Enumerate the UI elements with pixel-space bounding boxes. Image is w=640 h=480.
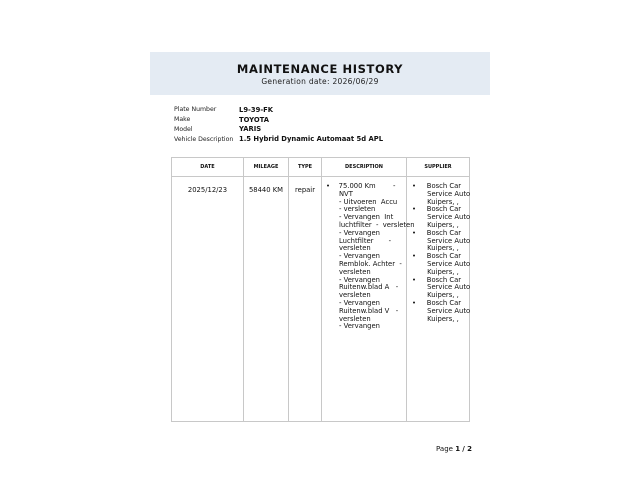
supplier-line: Service Auto bbox=[412, 259, 471, 268]
description-row bbox=[174, 134, 383, 144]
page-prefix: Page bbox=[436, 445, 453, 453]
description-line: - Vervangen Int bbox=[326, 213, 394, 222]
column-header-date: DATE bbox=[172, 158, 244, 177]
description-line: - Vervangen bbox=[326, 275, 380, 284]
page-indicator bbox=[436, 445, 472, 453]
description-line: - Vervangen bbox=[326, 252, 380, 261]
description-line: - versleten bbox=[326, 205, 376, 214]
supplier-line: Kuipers, , bbox=[412, 244, 459, 253]
cell-type: repair bbox=[289, 177, 322, 422]
column-header-description: DESCRIPTION bbox=[322, 158, 407, 177]
vehicle-description-label: Vehicle Description bbox=[174, 135, 234, 143]
supplier-line: • Bosch Car bbox=[412, 252, 462, 261]
cell-date: 2025/12/23 bbox=[172, 177, 244, 422]
plate-row bbox=[174, 105, 383, 115]
description-line: Ruitenw.blad A - bbox=[326, 283, 399, 292]
column-header-type: TYPE bbox=[289, 158, 322, 177]
description-line: Ruitenw.blad V - bbox=[326, 306, 399, 315]
supplier-line: Service Auto bbox=[412, 189, 471, 198]
model-row bbox=[174, 125, 383, 135]
supplier-line: Service Auto bbox=[412, 213, 471, 222]
description-line: - Uitvoeren Accu bbox=[326, 197, 398, 206]
maintenance-table bbox=[171, 157, 470, 422]
column-header-supplier: SUPPLIER bbox=[407, 158, 470, 177]
supplier-line: Service Auto bbox=[412, 283, 471, 292]
supplier-line: • Bosch Car bbox=[412, 228, 462, 237]
vehicle-description-value: 1.5 Hybrid Dynamic Automaat 5d APL bbox=[239, 135, 384, 144]
supplier-line: Kuipers, , bbox=[412, 197, 459, 206]
make-label: Make bbox=[174, 116, 191, 124]
supplier-line: • Bosch Car bbox=[412, 182, 462, 190]
column-header-mileage: MILEAGE bbox=[244, 158, 289, 177]
model-label: Model bbox=[174, 125, 193, 133]
generation-date: Generation date: 2026/06/29 bbox=[261, 77, 379, 86]
supplier-line: Kuipers, , bbox=[412, 220, 459, 229]
description-line: NVT bbox=[326, 189, 353, 198]
description-line: - Vervangen bbox=[326, 298, 380, 307]
report-header bbox=[150, 52, 490, 95]
description-line: - Vervangen bbox=[326, 322, 380, 331]
plate-label: Plate Number bbox=[174, 106, 217, 114]
supplier-line: Kuipers, , bbox=[412, 291, 459, 300]
plate-value: L9-39-FK bbox=[239, 105, 274, 114]
supplier-line: Service Auto bbox=[412, 236, 471, 245]
page-separator: / bbox=[462, 445, 465, 453]
vehicle-info bbox=[174, 105, 383, 144]
description-line: versleten bbox=[326, 291, 371, 300]
page-current: 1 bbox=[455, 445, 461, 453]
description-line: versleten bbox=[326, 314, 371, 323]
description-line: Luchtfilter - bbox=[326, 236, 392, 245]
cell-supplier bbox=[407, 177, 470, 422]
supplier-line: • Bosch Car bbox=[412, 275, 462, 284]
supplier-line: Kuipers, , bbox=[412, 267, 459, 276]
supplier-line: • Bosch Car bbox=[412, 205, 462, 214]
supplier-line: • Bosch Car bbox=[412, 298, 462, 307]
description-line: • 75.000 Km - bbox=[326, 182, 396, 190]
supplier-line: Service Auto bbox=[412, 306, 471, 315]
make-row bbox=[174, 115, 383, 125]
description-line: Remblok. Achter - bbox=[326, 259, 402, 268]
report-title: MAINTENANCE HISTORY bbox=[236, 62, 404, 76]
supplier-line: Kuipers, , bbox=[412, 314, 459, 323]
model-value: YARIS bbox=[239, 125, 262, 134]
description-line: versleten bbox=[326, 267, 371, 276]
cell-description bbox=[322, 177, 415, 422]
make-value: TOYOTA bbox=[239, 115, 269, 124]
table-header-row bbox=[172, 158, 470, 177]
page-total: 2 bbox=[467, 445, 472, 453]
description-line: versleten bbox=[326, 244, 371, 253]
cell-mileage: 58440 KM bbox=[244, 177, 289, 422]
description-line: - Vervangen bbox=[326, 228, 380, 237]
description-line: luchtfilter - versleten bbox=[326, 220, 415, 229]
table-row bbox=[172, 177, 470, 422]
